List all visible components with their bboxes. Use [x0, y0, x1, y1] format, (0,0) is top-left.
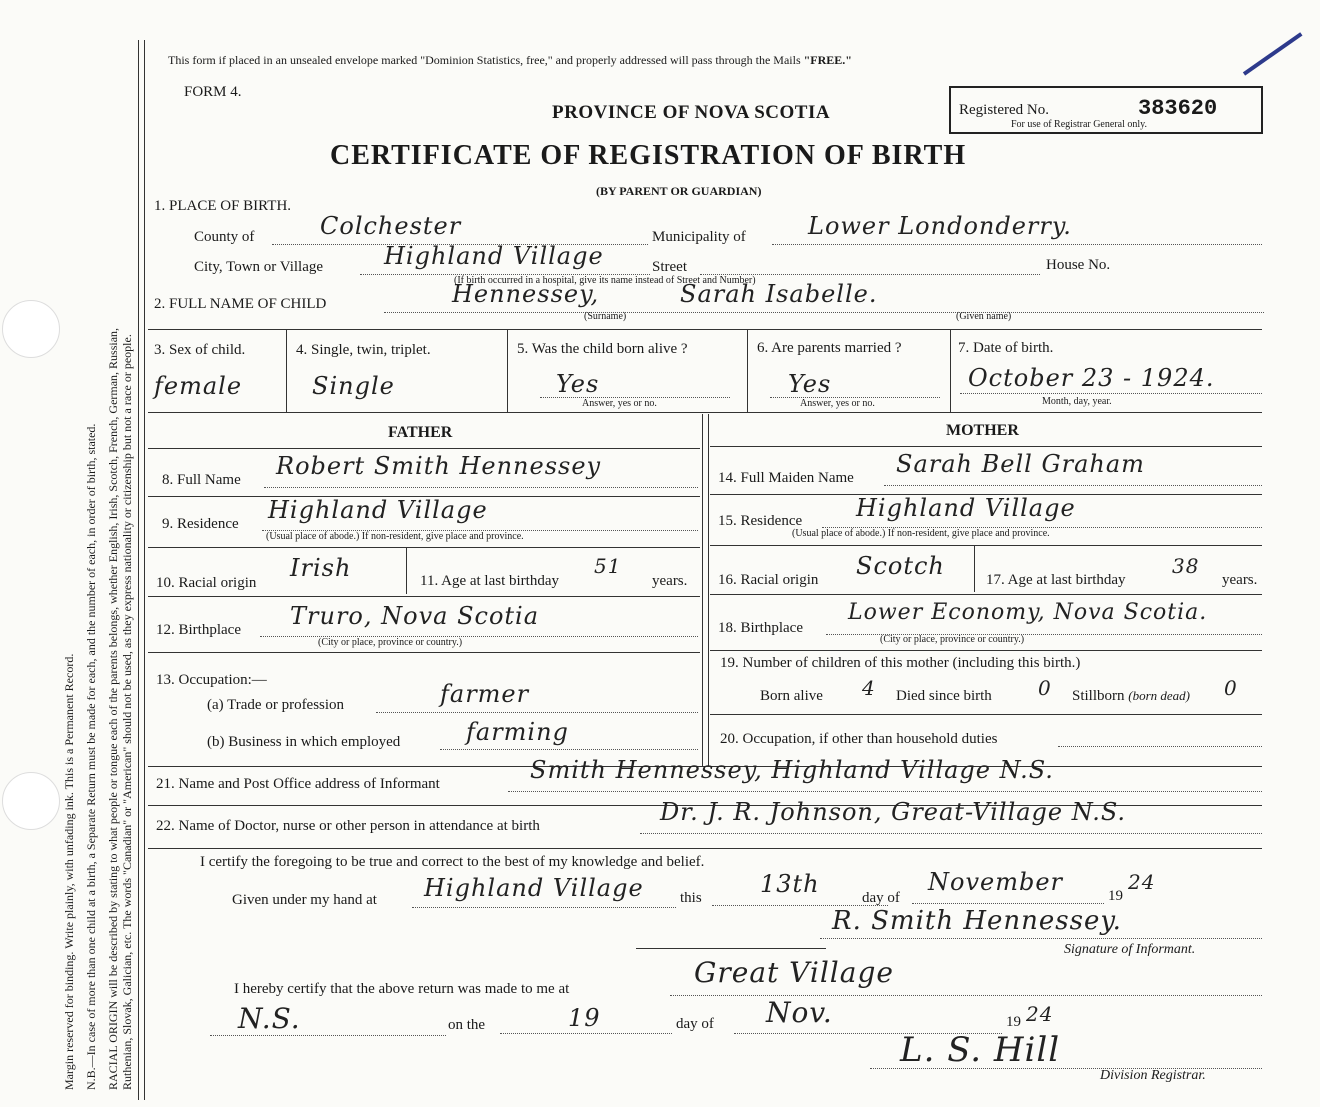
city-label: City, Town or Village	[194, 259, 324, 275]
house-label: House No.	[1046, 257, 1111, 273]
born-alive-value: Yes	[556, 370, 600, 398]
sex-value: female	[154, 372, 243, 400]
registered-label: Registered No.	[959, 102, 1049, 118]
mother-heading: MOTHER	[946, 422, 1019, 439]
father-racial-origin: Irish	[290, 554, 352, 582]
registrar-place: Great Village	[694, 956, 894, 989]
mother-birthplace-note: (City or place, province or country.)	[880, 634, 1025, 645]
father-birthplace: Truro, Nova Scotia	[290, 602, 540, 630]
margin-border	[138, 40, 139, 1100]
born-alive-label: 5. Was the child born alive ?	[517, 341, 688, 357]
municipality-label: Municipality of	[652, 229, 746, 245]
father-occupation-label: 13. Occupation:—	[156, 672, 267, 688]
registrar-note: For use of Registrar General only.	[1011, 119, 1147, 130]
date-of-birth-value: October 23 - 1924.	[968, 364, 1215, 392]
certificate-subtitle: (BY PARENT OR GUARDIAN)	[596, 184, 762, 198]
father-residence-label: 9. Residence	[162, 516, 239, 532]
father-years-label: years.	[652, 573, 688, 589]
registrar-signature-label: Division Registrar.	[1100, 1068, 1206, 1083]
informant-signature-label: Signature of Informant.	[1064, 942, 1196, 957]
father-birthplace-note: (City or place, province or country.)	[318, 637, 463, 648]
date-of-birth-label: 7. Date of birth.	[958, 340, 1054, 356]
informant-value: Smith Hennessey, Highland Village N.S.	[530, 756, 1054, 784]
doctor-label: 22. Name of Doctor, nurse or other person in attendance at birth	[156, 818, 540, 834]
stillborn-label: Stillborn (born dead)	[1072, 688, 1191, 704]
form-number: FORM 4.	[184, 84, 242, 100]
registrar-day-of-label: day of	[676, 1016, 714, 1032]
city-value: Highland Village	[384, 242, 604, 270]
registrar-check-mark	[1243, 32, 1303, 75]
on-the-label: on the	[448, 1017, 486, 1033]
given-name-note: (Given name)	[956, 311, 1012, 322]
mother-age-label: 17. Age at last birthday	[986, 572, 1126, 588]
sex-label: 3. Sex of child.	[154, 342, 246, 358]
given-month: November	[928, 868, 1064, 896]
mother-racial-origin: Scotch	[856, 552, 945, 580]
doctor-value: Dr. J. R. Johnson, Great-Village N.S.	[660, 798, 1127, 826]
registrar-place-province: N.S.	[238, 1002, 301, 1035]
day-of-label: day of	[862, 890, 900, 906]
single-label: 4. Single, twin, triplet.	[296, 342, 431, 358]
children-count-label: 19. Number of children of this mother (including this birth.)	[720, 655, 1081, 671]
registered-box	[949, 86, 1263, 134]
alive-answer-note: Answer, yes or no.	[582, 398, 657, 409]
died-since-birth-count: 0	[1038, 676, 1052, 700]
born-alive-count-label: Born alive	[760, 688, 823, 704]
street-label: Street	[652, 259, 687, 275]
mother-name-label: 14. Full Maiden Name	[718, 470, 854, 486]
mother-name: Sarah Bell Graham	[896, 450, 1145, 478]
certificate-title: CERTIFICATE OF REGISTRATION OF BIRTH	[330, 140, 967, 171]
trade-label: (a) Trade or profession	[207, 697, 345, 713]
father-heading: FATHER	[388, 424, 453, 441]
mother-abode-note: (Usual place of abode.) If non-resident, give place and province.	[792, 528, 1050, 539]
parents-married-label: 6. Are parents married ?	[757, 340, 902, 356]
mother-residence-label: 15. Residence	[718, 513, 803, 529]
born-alive-count: 4	[862, 676, 876, 700]
father-name-label: 8. Full Name	[162, 472, 241, 488]
informant-label: 21. Name and Post Office address of Informant	[156, 776, 440, 792]
child-surname: Hennessey,	[452, 280, 600, 308]
registrar-signature: L. S. Hill	[900, 1030, 1061, 1070]
this-day: 13th	[760, 870, 820, 898]
province-heading: PROVINCE OF NOVA SCOTIA	[552, 102, 831, 123]
registrar-year-prefix: 19	[1006, 1014, 1021, 1030]
given-place: Highland Village	[424, 874, 644, 902]
this-label: this	[680, 890, 702, 906]
surname-note: (Surname)	[584, 311, 627, 322]
father-business: farming	[466, 718, 569, 746]
mother-birthplace: Lower Economy, Nova Scotia.	[848, 600, 1208, 625]
child-name-label: 2. FULL NAME OF CHILD	[154, 296, 327, 312]
municipality-value: Lower Londonderry.	[808, 212, 1072, 240]
given-under-label: Given under my hand at	[232, 892, 377, 908]
mother-age: 38	[1172, 554, 1200, 578]
father-birthplace-label: 12. Birthplace	[156, 622, 241, 638]
given-year-suffix: 24	[1128, 870, 1156, 894]
punch-hole-bottom	[2, 772, 60, 830]
hospital-note: (If birth occurred in a hospital, give its name instead of Street and Number)	[454, 275, 756, 286]
certify-statement: I certify the foregoing to be true and correct to the best of my knowledge and belief.	[200, 854, 705, 870]
registered-number: 383620	[1138, 96, 1218, 121]
father-racial-label: 10. Racial origin	[156, 575, 257, 591]
mail-notice: This form if placed in an unsealed envelope marked "Dominion Statistics, free," and properly addressed will pass through the Mails "FREE."	[168, 53, 852, 67]
margin-border-inner	[144, 40, 145, 1100]
father-name: Robert Smith Hennessey	[276, 452, 602, 480]
registrar-month: Nov.	[766, 996, 833, 1029]
mother-occupation-label: 20. Occupation, if other than household duties	[720, 731, 998, 747]
father-age-label: 11. Age at last birthday	[420, 573, 559, 589]
single-value: Single	[312, 372, 395, 400]
registrar-day: 19	[568, 1004, 601, 1032]
father-age: 51	[594, 554, 622, 578]
county-value: Colchester	[320, 212, 462, 240]
father-trade: farmer	[440, 680, 530, 708]
informant-signature: R. Smith Hennessey.	[832, 906, 1122, 936]
dob-note: Month, day, year.	[1042, 396, 1112, 407]
margin-note-3: RACIAL ORIGIN will be described by stating to what people or tongue each of the parents belongs, whether English, Irish, Scotch, French, German, Russian,	[106, 327, 120, 1090]
punch-hole-top	[2, 300, 60, 358]
stillborn-count: 0	[1224, 676, 1238, 700]
mother-years-label: years.	[1222, 572, 1258, 588]
mother-racial-label: 16. Racial origin	[718, 572, 819, 588]
died-since-birth-label: Died since birth	[896, 688, 992, 704]
mother-residence: Highland Village	[856, 494, 1076, 522]
married-answer-note: Answer, yes or no.	[800, 398, 875, 409]
place-of-birth-label: 1. PLACE OF BIRTH.	[154, 198, 292, 214]
mother-birthplace-label: 18. Birthplace	[718, 620, 803, 636]
business-label: (b) Business in which employed	[207, 734, 401, 750]
given-year-prefix: 19	[1108, 888, 1123, 904]
father-abode-note: (Usual place of abode.) If non-resident, give place and province.	[266, 531, 524, 542]
county-label: County of	[194, 229, 255, 245]
father-residence: Highland Village	[268, 496, 488, 524]
parents-married-value: Yes	[788, 370, 832, 398]
registrar-statement: I hereby certify that the above return was made to me at	[234, 981, 570, 997]
margin-note-1: Margin reserved for binding. Write plainly, with unfading ink. This is a Permanent Record.	[62, 653, 76, 1090]
child-given-name: Sarah Isabelle.	[680, 280, 878, 308]
margin-note-2: N.B.—In case of more than one child at a birth, a Separate Return must be made for each, and the number of each, in order of birth, stated.	[84, 423, 98, 1090]
registrar-year-suffix: 24	[1026, 1002, 1054, 1026]
margin-note-4: Ruthenian, Slovak, Galician, etc. The words "Canadian" or "American" should not be used, as they express nationality or citizenship but not a race or people.	[120, 334, 134, 1090]
